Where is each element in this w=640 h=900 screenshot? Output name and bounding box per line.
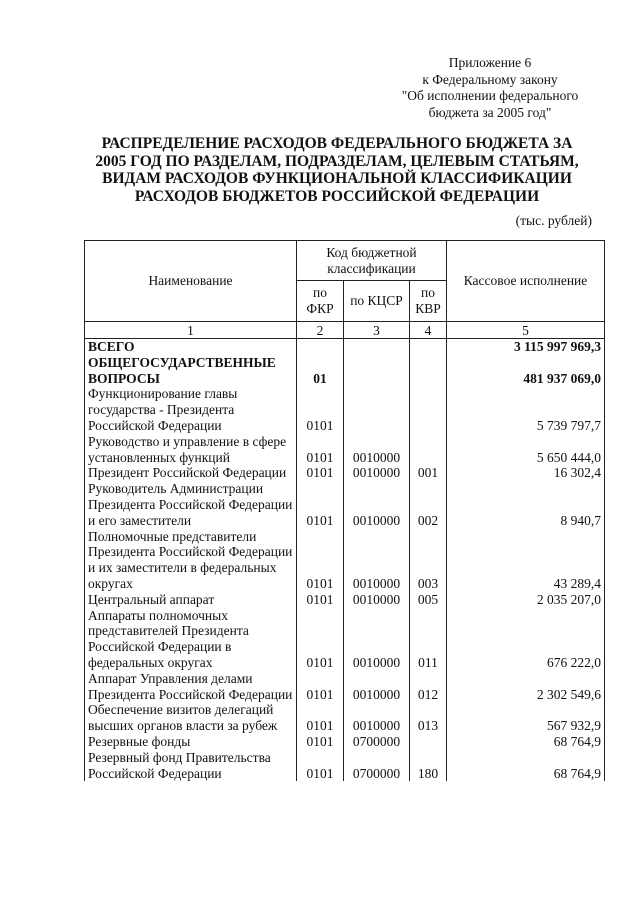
column-number: 4 — [410, 322, 447, 339]
row-fkr: 0101 — [297, 608, 344, 671]
row-name: Резервные фонды — [85, 734, 297, 750]
row-kvr: 002 — [410, 481, 447, 528]
row-kcsr: 0010000 — [344, 434, 410, 466]
header-fkr: по ФКР — [297, 281, 344, 322]
table-row — [85, 671, 605, 703]
row-sum: 68 764,9 — [447, 734, 605, 750]
row-kvr: 005 — [410, 592, 447, 608]
row-sum: 43 289,4 — [447, 529, 605, 592]
header-name: Наименование — [85, 241, 297, 322]
header-code-group: Код бюджетной классификации — [297, 241, 447, 281]
row-kvr: 001 — [410, 465, 447, 481]
row-name: ОБЩЕГОСУДАРСТВЕННЫЕ ВОПРОСЫ — [85, 355, 297, 387]
row-name: Обеспечение визитов делегаций высших органов власти за рубеж — [85, 702, 297, 734]
row-name: Руководитель Администрации Президента Российской Федерации и его заместители — [85, 481, 297, 528]
row-sum: 5 739 797,7 — [447, 386, 605, 433]
row-kcsr: 0010000 — [344, 529, 410, 592]
units-label: (тыс. рублей) — [515, 213, 592, 228]
row-kcsr: 0700000 — [344, 734, 410, 750]
title-line: РАСПРЕДЕЛЕНИЕ РАСХОДОВ ФЕДЕРАЛЬНОГО БЮДЖЕТА ЗА — [101, 135, 573, 152]
document-title — [72, 135, 602, 205]
row-sum: 2 302 549,6 — [447, 671, 605, 703]
column-number: 2 — [297, 322, 344, 339]
table-row — [85, 339, 605, 355]
row-fkr: 0101 — [297, 734, 344, 750]
appendix-note — [380, 55, 600, 121]
table-row — [85, 750, 605, 782]
row-sum: 8 940,7 — [447, 481, 605, 528]
row-kvr — [410, 339, 447, 355]
column-number: 1 — [85, 322, 297, 339]
row-fkr: 01 — [297, 355, 344, 387]
header-kvr: по КВР — [410, 281, 447, 322]
row-name: Аппараты полномочных представителей Президента Российской Федерации в федеральных округах — [85, 608, 297, 671]
row-name: Полномочные представители Президента Российской Федерации и их заместители в федеральных округах — [85, 529, 297, 592]
row-sum: 481 937 069,0 — [447, 355, 605, 387]
row-kcsr — [344, 386, 410, 433]
table-body — [85, 339, 605, 782]
row-kcsr — [344, 355, 410, 387]
table-row — [85, 386, 605, 433]
table-row — [85, 355, 605, 387]
row-fkr — [297, 339, 344, 355]
table-row — [85, 702, 605, 734]
row-kvr: 012 — [410, 671, 447, 703]
table-row — [85, 734, 605, 750]
row-fkr: 0101 — [297, 702, 344, 734]
row-name: Центральный аппарат — [85, 592, 297, 608]
row-fkr: 0101 — [297, 481, 344, 528]
title-line: РАСХОДОВ БЮДЖЕТОВ РОССИЙСКОЙ ФЕДЕРАЦИИ — [134, 187, 540, 205]
row-sum: 3 115 997 969,3 — [447, 339, 605, 355]
budget-table — [84, 240, 605, 781]
row-kvr: 180 — [410, 750, 447, 782]
row-kvr: 011 — [410, 608, 447, 671]
row-kcsr: 0010000 — [344, 671, 410, 703]
row-kcsr — [344, 339, 410, 355]
table-row — [85, 592, 605, 608]
row-sum: 16 302,4 — [447, 465, 605, 481]
title-line: ВИДАМ РАСХОДОВ ФУНКЦИОНАЛЬНОЙ КЛАССИФИКАЦИИ — [102, 170, 572, 187]
table-row — [85, 481, 605, 528]
table-row — [85, 434, 605, 466]
row-fkr: 0101 — [297, 671, 344, 703]
row-sum: 5 650 444,0 — [447, 434, 605, 466]
row-fkr: 0101 — [297, 465, 344, 481]
row-name: Президент Российской Федерации — [85, 465, 297, 481]
row-kcsr: 0010000 — [344, 592, 410, 608]
row-kcsr: 0010000 — [344, 481, 410, 528]
row-kvr — [410, 355, 447, 387]
row-fkr: 0101 — [297, 529, 344, 592]
row-kvr — [410, 386, 447, 433]
row-fkr: 0101 — [297, 592, 344, 608]
column-number: 5 — [447, 322, 605, 339]
row-sum: 2 035 207,0 — [447, 592, 605, 608]
row-kvr — [410, 734, 447, 750]
row-kvr: 013 — [410, 702, 447, 734]
row-fkr: 0101 — [297, 434, 344, 466]
title-line: 2005 ГОД ПО РАЗДЕЛАМ, ПОДРАЗДЕЛАМ, ЦЕЛЕВЫМ СТАТЬЯМ, — [95, 152, 579, 170]
table-row — [85, 608, 605, 671]
row-kvr — [410, 434, 447, 466]
row-fkr: 0101 — [297, 386, 344, 433]
table-row — [85, 465, 605, 481]
row-sum: 676 222,0 — [447, 608, 605, 671]
header-kcsr: по КЦСР — [344, 281, 410, 322]
row-kvr: 003 — [410, 529, 447, 592]
row-name: Резервный фонд Правительства Российской Федерации — [85, 750, 297, 782]
appendix-line: "Об исполнении федерального — [401, 88, 579, 103]
header-sum: Кассовое исполнение — [447, 241, 605, 322]
row-kcsr: 0700000 — [344, 750, 410, 782]
appendix-line: Приложение 6 — [448, 55, 532, 70]
appendix-line: к Федеральному закону — [422, 71, 558, 87]
row-name: Функционирование главы государства - Президента Российской Федерации — [85, 386, 297, 433]
appendix-line: бюджета за 2005 год" — [428, 104, 552, 120]
row-kcsr: 0010000 — [344, 608, 410, 671]
row-kcsr: 0010000 — [344, 702, 410, 734]
row-name: Аппарат Управления делами Президента Российской Федерации — [85, 671, 297, 703]
row-kcsr: 0010000 — [344, 465, 410, 481]
table-row — [85, 529, 605, 592]
row-name: ВСЕГО — [85, 339, 297, 355]
row-fkr: 0101 — [297, 750, 344, 782]
row-sum: 567 932,9 — [447, 702, 605, 734]
column-number: 3 — [344, 322, 410, 339]
row-name: Руководство и управление в сфере установленных функций — [85, 434, 297, 466]
row-sum: 68 764,9 — [447, 750, 605, 782]
